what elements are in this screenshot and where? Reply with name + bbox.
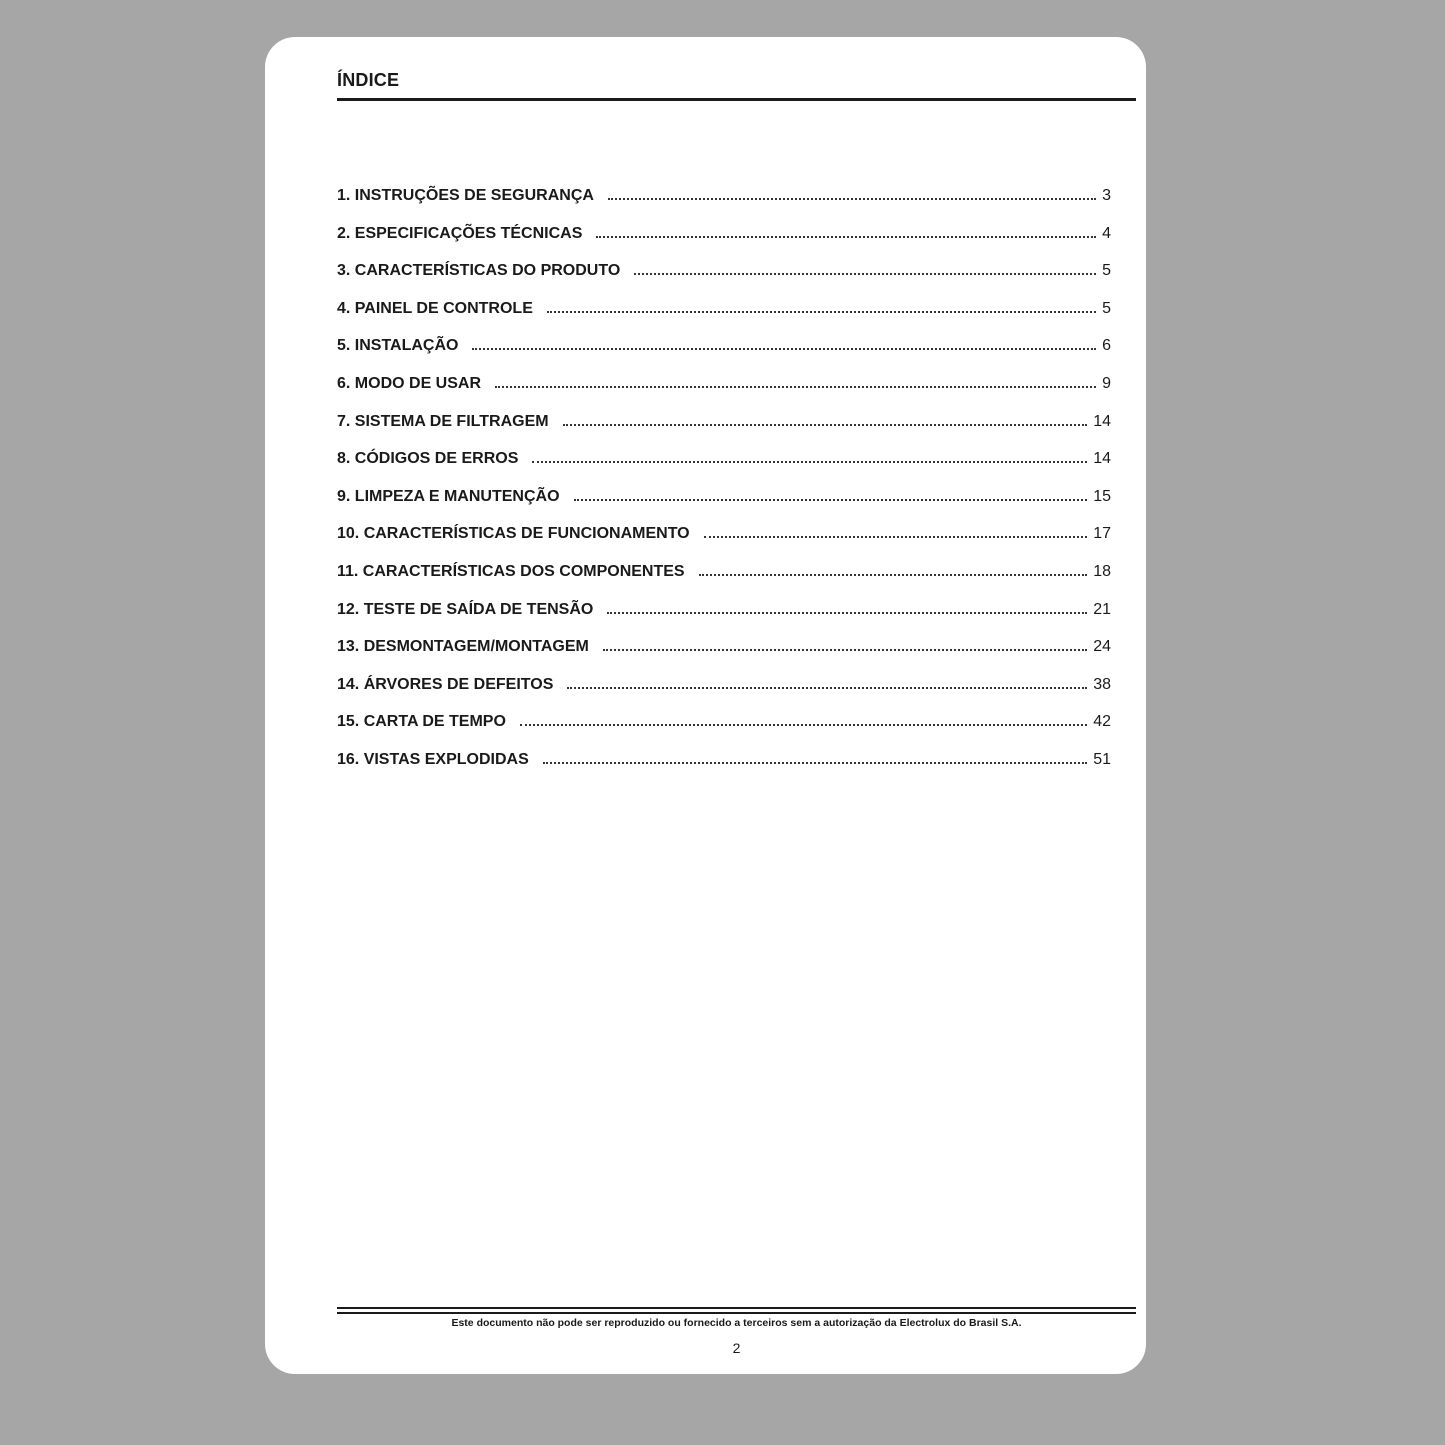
toc-entry xyxy=(337,294,1111,318)
toc-entry-page: 38 xyxy=(1093,675,1111,693)
toc-entry-label: 16. VISTAS EXPLODIDAS xyxy=(337,751,529,768)
toc-entry xyxy=(337,707,1111,731)
page-number: 2 xyxy=(732,1340,741,1356)
toc-dot-leader xyxy=(547,311,1096,313)
toc-dot-leader xyxy=(634,273,1096,275)
toc-dot-leader xyxy=(574,499,1088,501)
toc-dot-leader xyxy=(596,236,1096,238)
toc-entry-label: 3. CARACTERÍSTICAS DO PRODUTO xyxy=(337,262,621,280)
toc-entry-page: 21 xyxy=(1093,600,1111,618)
page-title: ÍNDICE xyxy=(337,70,400,90)
toc-entry-label: 14. ÁRVORES DE DEFEITOS xyxy=(337,675,554,693)
toc-entry xyxy=(337,745,1111,769)
toc-entry-page: 14 xyxy=(1093,450,1111,468)
toc-entry-page: 6 xyxy=(1102,337,1111,355)
toc-dot-leader xyxy=(608,198,1096,200)
toc-entry-page: 5 xyxy=(1102,262,1111,280)
toc-entry-label: 6. MODO DE USAR xyxy=(337,375,482,392)
toc-dot-leader xyxy=(704,536,1088,538)
document-page xyxy=(265,37,1146,1374)
toc-entry xyxy=(337,331,1111,355)
toc-dot-leader xyxy=(607,612,1087,614)
toc-entry xyxy=(337,670,1111,694)
title-divider xyxy=(337,98,1136,101)
footer-divider-top xyxy=(337,1307,1136,1309)
toc-dot-leader xyxy=(495,386,1096,388)
toc-entry-page: 18 xyxy=(1093,563,1111,580)
toc-dot-leader xyxy=(472,348,1096,350)
toc-entry-page: 15 xyxy=(1093,487,1111,505)
toc-dot-leader xyxy=(603,649,1087,651)
toc-entry xyxy=(337,369,1111,393)
toc-entry-label: 9. LIMPEZA E MANUTENÇÃO xyxy=(337,487,560,505)
toc-entry xyxy=(337,632,1111,656)
toc-entry xyxy=(337,557,1111,581)
toc-entry xyxy=(337,444,1111,468)
toc-dot-leader xyxy=(532,461,1087,463)
toc-entry xyxy=(337,256,1111,280)
toc-dot-leader xyxy=(567,687,1087,689)
toc-dot-leader xyxy=(520,724,1087,726)
toc-entry-page: 4 xyxy=(1102,224,1111,242)
toc-entry-label: 13. DESMONTAGEM/MONTAGEM xyxy=(337,638,589,656)
toc-entry-label: 1. INSTRUÇÕES DE SEGURANÇA xyxy=(337,187,594,204)
toc-entry-page: 14 xyxy=(1093,412,1111,430)
toc-entry-label: 11. CARACTERÍSTICAS DOS COMPONENTES xyxy=(337,563,685,580)
toc-entry xyxy=(337,219,1111,243)
toc-entry xyxy=(337,482,1111,506)
toc-entry-page: 17 xyxy=(1093,525,1111,543)
toc-entry-label: 7. SISTEMA DE FILTRAGEM xyxy=(337,412,549,430)
toc-dot-leader xyxy=(699,574,1088,576)
toc-entry-page: 24 xyxy=(1093,638,1111,656)
toc-entry-label: 4. PAINEL DE CONTROLE xyxy=(337,299,533,317)
footer-divider-bottom xyxy=(337,1312,1136,1314)
toc-entry xyxy=(337,595,1111,619)
footer-notice: Este documento não pode ser reproduzido ou fornecido a terceiros sem a autorização da Electrolux do Brasil S.A. xyxy=(451,1317,1022,1329)
toc-entry-page: 9 xyxy=(1102,375,1111,392)
toc-entry-page: 42 xyxy=(1093,713,1111,731)
toc-entry xyxy=(337,519,1111,543)
toc-entry-page: 5 xyxy=(1102,299,1111,317)
toc-entry-label: 5. INSTALAÇÃO xyxy=(337,337,459,355)
toc-entry-page: 3 xyxy=(1102,187,1111,204)
toc-entry-label: 12. TESTE DE SAÍDA DE TENSÃO xyxy=(337,600,594,618)
toc-entry xyxy=(337,181,1111,205)
toc-entry-label: 10. CARACTERÍSTICAS DE FUNCIONAMENTO xyxy=(337,525,690,543)
toc-dot-leader xyxy=(563,424,1088,426)
toc-dot-leader xyxy=(543,762,1087,764)
toc-entry-label: 15. CARTA DE TEMPO xyxy=(337,713,506,731)
toc-entry-label: 8. CÓDIGOS DE ERROS xyxy=(337,450,519,468)
toc-entry-label: 2. ESPECIFICAÇÕES TÉCNICAS xyxy=(337,224,583,242)
toc-entry xyxy=(337,407,1111,431)
toc-entry-page: 51 xyxy=(1093,751,1111,768)
